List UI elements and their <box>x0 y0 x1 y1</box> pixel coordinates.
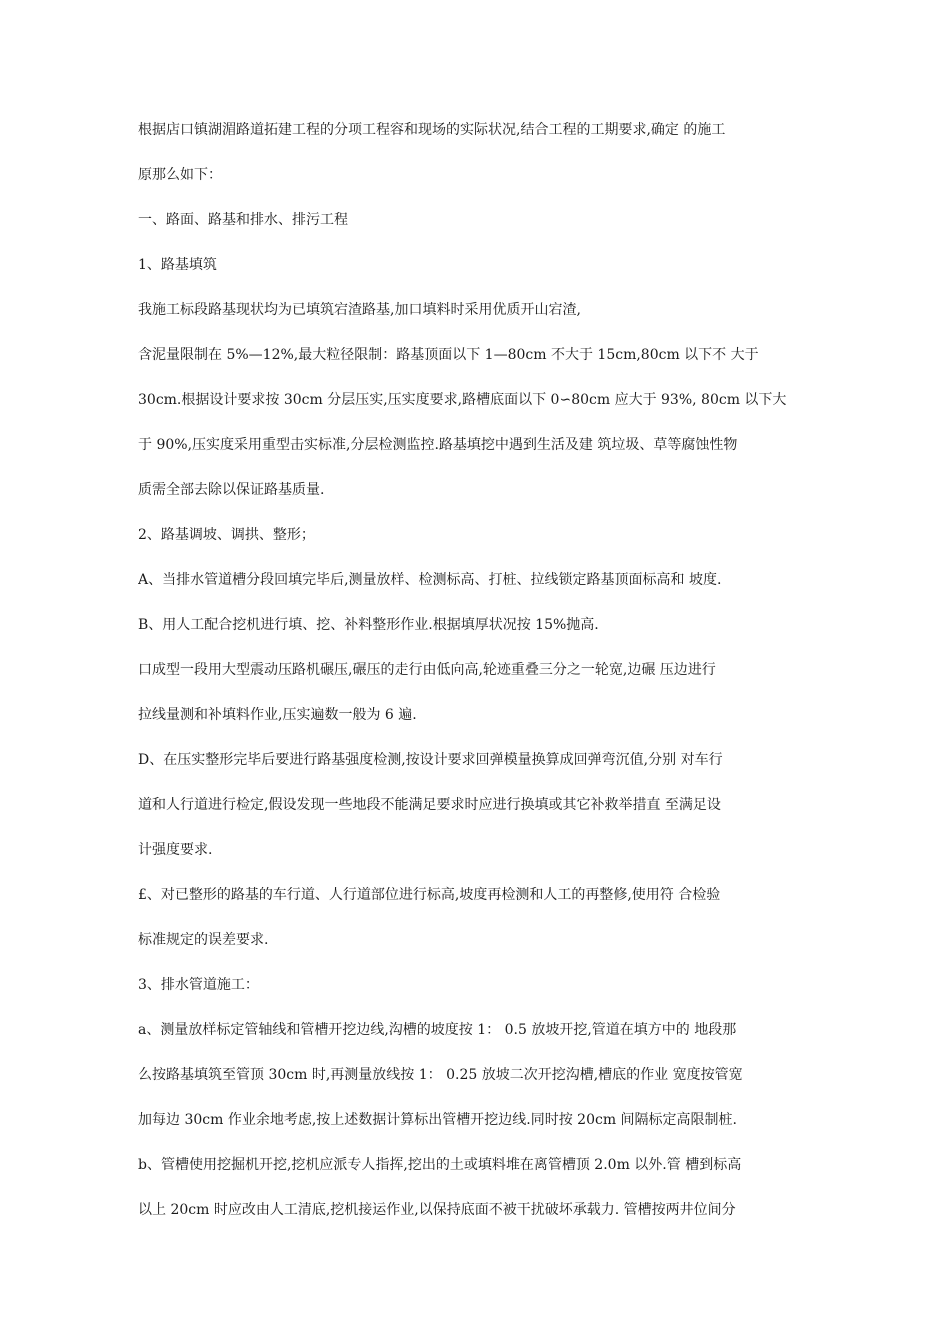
paragraph-line: 于 90%,压实度采用重型击实标准,分层检测监控.路基填挖中遇到生活及建 筑垃圾、草等腐蚀性物 <box>138 437 738 453</box>
paragraph-line: 根据店口镇湖湄路道拓建工程的分项工程容和现场的实际状况,结合工程的工期要求,确定 的施工 <box>138 122 726 138</box>
paragraph-line: B、用人工配合挖机进行填、挖、补料整形作业.根据填厚状况按 15%抛高. <box>138 617 599 633</box>
paragraph-line: 标准规定的误差要求. <box>138 932 269 948</box>
paragraph-line: 计强度要求. <box>138 842 213 858</box>
paragraph-line: 道和人行道进行检定,假设发现一些地段不能满足要求时应进行换填或其它补救举措直 至满足设 <box>138 797 721 813</box>
subsection-heading: 3、排水管道施工： <box>138 977 259 993</box>
paragraph-line: b、管槽使用挖掘机开挖,挖机应派专人指挥,挖出的土或填料堆在离管槽顶 2.0m 以外.管 槽到标高 <box>138 1157 742 1173</box>
paragraph-line: 口成型一段用大型震动压路机碾压,碾压的走行由低向高,轮迹重叠三分之一轮宽,边碾 压边进行 <box>138 662 716 678</box>
paragraph-line: D、在压实整形完毕后要进行路基强度检测,按设计要求回弹模量换算成回弹弯沉值,分别 对车行 <box>138 752 723 768</box>
paragraph-line: 含泥量限制在 5%—12%,最大粒径限制：路基顶面以下 1—80cm 不大于 15cm,80cm 以下不 大于 <box>138 347 759 363</box>
subsection-heading: 2、路基调坡、调拱、整形； <box>138 527 315 543</box>
paragraph-line: 原那么如下： <box>138 167 222 183</box>
paragraph-line: a、测量放样标定管轴线和管槽开挖边线,沟槽的坡度按 1： 0.5 放坡开挖,管道在填方中的 地段那 <box>138 1022 737 1038</box>
section-heading: 一、路面、路基和排水、排污工程 <box>138 212 348 228</box>
paragraph-line: £、对已整形的路基的车行道、人行道部位进行标高,坡度再检测和人工的再整修,使用符 合检验 <box>138 887 721 903</box>
paragraph-line: 加每边 30cm 作业余地考虑,按上述数据计算标出管槽开挖边线.同时按 20cm 间隔标定高限制桩. <box>138 1112 738 1128</box>
subsection-heading: 1、路基填筑 <box>138 257 217 273</box>
paragraph-line: 我施工标段路基现状均为已填筑宕渣路基,加口填料时采用优质开山宕渣, <box>138 302 581 318</box>
paragraph-line: 30cm.根据设计要求按 30cm 分层压实,压实度要求,路槽底面以下 0∽80cm 应大于 93%, 80cm 以下大 <box>138 392 787 408</box>
paragraph-line: 么按路基填筑至管顶 30cm 时,再测量放线按 1： 0.25 放坡二次开挖沟槽,槽底的作业 宽度按管宽 <box>138 1067 743 1083</box>
document-body <box>138 108 828 1233</box>
paragraph-line: 以上 20cm 时应改由人工清底,挖机接运作业,以保持底面不被干扰破坏承载力. 管槽按两井位间分 <box>138 1202 736 1218</box>
paragraph-line: 质需全部去除以保证路基质量. <box>138 482 325 498</box>
paragraph-line: A、当排水管道槽分段回填完毕后,测量放样、检测标高、打桩、拉线锁定路基顶面标高和 坡度. <box>138 572 722 588</box>
paragraph-line: 拉线量测和补填料作业,压实遍数一般为 6 遍. <box>138 707 417 723</box>
